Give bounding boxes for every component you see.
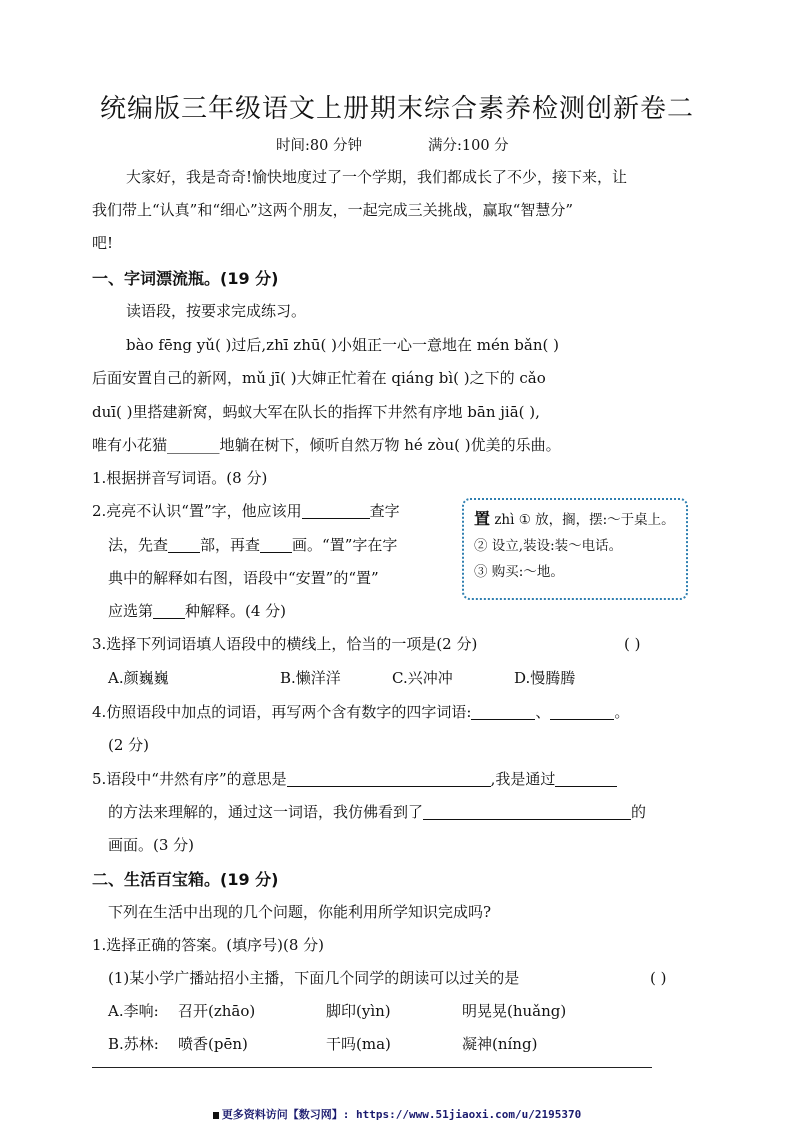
question-2-1: 1.选择正确的答案。(填序号)(8 分) (92, 936, 325, 954)
answer-blank[interactable] (471, 701, 535, 720)
answer-blank[interactable] (550, 701, 614, 720)
row-b-label: B.苏林: (108, 1035, 159, 1053)
row-b-word-1: 喷香(pēn) (178, 1035, 248, 1053)
question-1-2-line-1: 2.亮亮不认识“置”字，他应该用 查字 (92, 502, 400, 520)
answer-paren[interactable]: ( ) (650, 969, 667, 987)
question-1-5-line-1: 5.语段中“井然有序”的意思是 ,我是通过 (92, 763, 617, 796)
answer-blank[interactable] (555, 768, 617, 787)
question-1-4: 4.仿照语段中加点的词语，再写两个含有数字的四字词语: 、 。 (92, 703, 630, 721)
question-1-2-line-3: 典中的解释如右图，语段中“安置”的“置” (108, 569, 379, 587)
exam-time: 时间:80 分钟 (276, 138, 362, 154)
page-divider (92, 1067, 652, 1068)
section2-instruction: 下列在生活中出现的几个问题，你能利用所学知识完成吗? (108, 903, 492, 921)
option-d: D.慢腾腾 (514, 669, 576, 687)
dict-def-3: ③ 购买:～地。 (474, 564, 564, 580)
row-a-word-2: 脚印(yìn) (326, 1002, 391, 1020)
passage-line-1: bào fēng yǔ( )过后,zhī zhū( )小姐正一心一意地在 mén bǎn( ) (126, 336, 559, 354)
intro-line-2: 我们带上“认真”和“细心”这两个朋友，一起完成三关挑战，赢取“智慧分” (92, 201, 574, 219)
answer-blank[interactable] (153, 600, 185, 619)
dict-def-2: ② 设立,装设:装～电话。 (474, 538, 623, 554)
option-c: C.兴冲冲 (392, 669, 453, 687)
row-b-word-3: 凝神(níng) (462, 1035, 538, 1053)
answer-blank[interactable] (260, 534, 292, 553)
dictionary-box (462, 498, 688, 600)
row-a-word-1: 召开(zhāo) (178, 1002, 256, 1020)
option-b: B.懒洋洋 (280, 669, 341, 687)
question-1-3-stem: 3.选择下列词语填人语段中的横线上，恰当的一项是(2 分) (92, 635, 478, 653)
footer-link[interactable]: 更多资料访问【数习网】: https://www.51jiaoxi.com/u/2195370 (221, 1108, 582, 1121)
intro-line-3: 吧! (92, 234, 114, 252)
passage-line-2: 后面安置自己的新网，mǔ jī( )大婶正忙着在 qiáng bì( )之下的 cǎo (92, 369, 546, 387)
answer-blank[interactable] (168, 534, 200, 553)
section1-heading: 一、字词漂流瓶。(19 分) (92, 269, 279, 288)
answer-blank[interactable] (423, 801, 631, 820)
answer-paren[interactable]: ( ) (624, 635, 641, 653)
question-2-1-1-stem: (1)某小学广播站招小主播，下面几个同学的朗读可以过关的是 (108, 969, 520, 987)
question-1-5-line-3: 画面。(3 分) (108, 836, 195, 854)
passage-line-3: duī( )里搭建新窝，蚂蚁大军在队长的指挥下井然有序地 bān jiā( ), (92, 403, 540, 421)
footer (0, 1106, 794, 1122)
question-1-2-line-2: 法，先查 部，再查 画。“置”字在字 (108, 536, 398, 554)
option-a: A.颜巍巍 (108, 669, 169, 687)
question-1-4-score: (2 分) (108, 736, 150, 754)
answer-blank[interactable] (302, 500, 370, 519)
row-a-label: A.李响: (108, 1002, 159, 1020)
dict-def-1: ① 放，搁，摆:～于桌上。 (518, 512, 675, 528)
question-1-1: 1.根据拼音写词语。(8 分) (92, 469, 268, 487)
section2-heading: 二、生活百宝箱。(19 分) (92, 870, 279, 889)
question-1-2-line-4: 应选第 种解释。(4 分) (108, 602, 287, 620)
flag-icon (213, 1112, 219, 1119)
dict-pinyin: zhì (494, 512, 515, 528)
answer-blank[interactable] (287, 768, 491, 787)
passage-line-4: 唯有小花猫_______地躺在树下，倾听自然万物 hé zòu( )优美的乐曲。 (92, 436, 561, 454)
question-1-5-line-2: 的方法来理解的，通过这一词语，我仿佛看到了 的 (108, 803, 647, 821)
exam-score: 满分:100 分 (428, 138, 509, 154)
row-a-word-3: 明晃晃(huǎng) (462, 1002, 567, 1020)
page-title: 统编版三年级语文上册期末综合素养检测创新卷二 (99, 94, 694, 124)
dict-char: 置 (474, 509, 491, 528)
intro-line-1: 大家好，我是奇奇!愉快地度过了一个学期，我们都成长了不少，接下来，让 (126, 168, 628, 186)
section1-instruction: 读语段，按要求完成练习。 (126, 302, 307, 320)
row-b-word-2: 干吗(ma) (326, 1035, 391, 1053)
